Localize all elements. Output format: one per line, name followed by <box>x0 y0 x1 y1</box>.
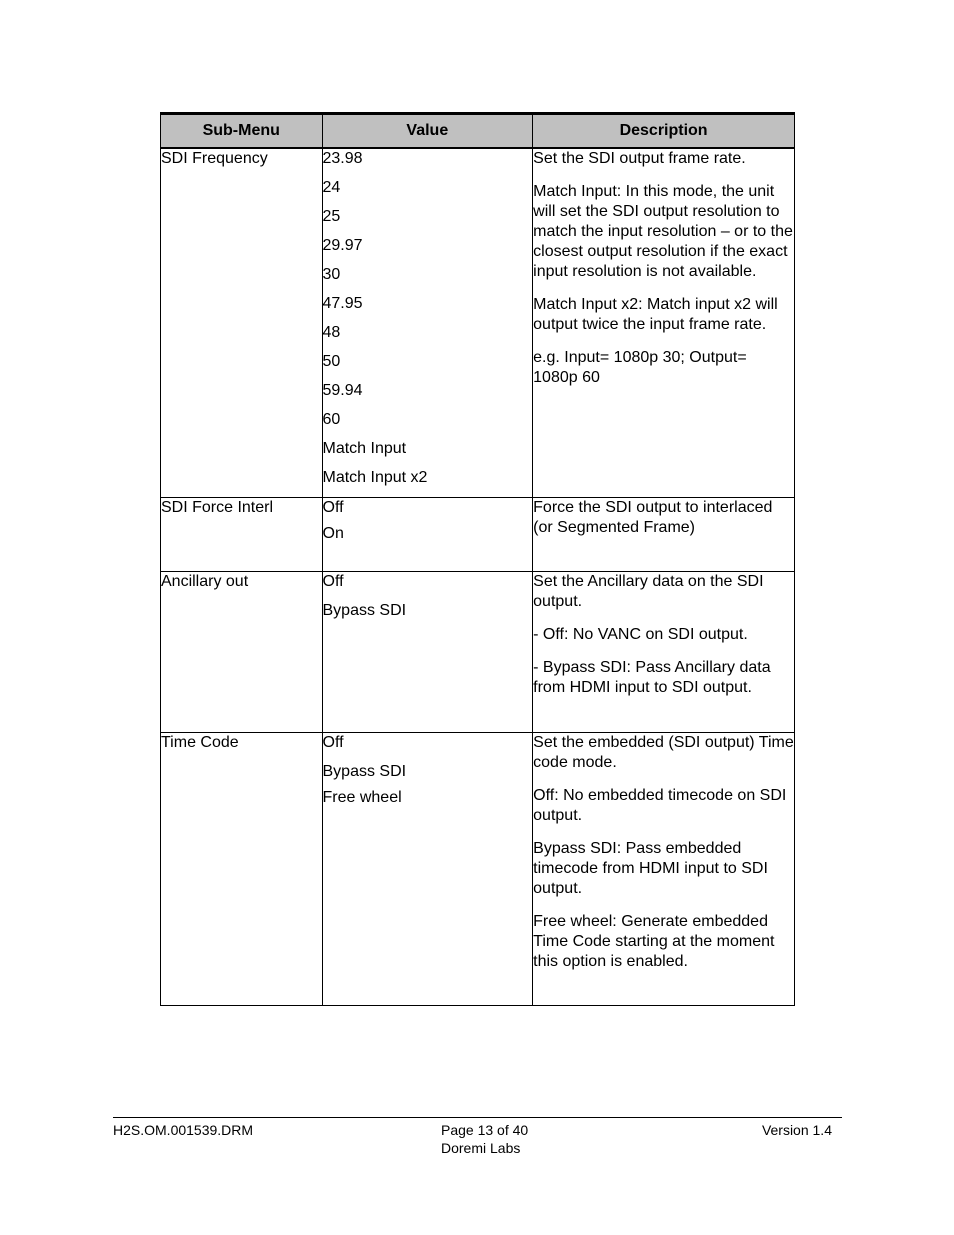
sub-menu-label: Time Code <box>161 733 239 751</box>
description-paragraph: Bypass SDI: Pass embedded timecode from HDMI input to SDI output. <box>533 839 768 897</box>
table-row <box>161 571 795 732</box>
footer-doc-id: H2S.OM.001539.DRM <box>113 1122 254 1138</box>
value-option: On <box>322 524 344 542</box>
footer-divider <box>113 1117 842 1118</box>
sub-menu-label: Ancillary out <box>161 572 249 590</box>
value-option: Match Input x2 <box>322 469 428 486</box>
value-option: 25 <box>322 208 341 225</box>
header-description: Description <box>533 114 795 149</box>
value-option: 30 <box>322 266 341 283</box>
description-cell <box>533 497 795 571</box>
sub-menu-cell <box>161 497 323 571</box>
sub-menu-label: SDI Frequency <box>161 150 268 167</box>
description-paragraph: Set the embedded (SDI output) Time code mode. <box>533 733 794 771</box>
value-option: 50 <box>322 353 341 370</box>
sub-menu-cell <box>161 732 323 1005</box>
value-cell <box>322 148 533 497</box>
value-option: 60 <box>322 411 341 428</box>
footer-center <box>441 1121 528 1157</box>
value-option: Bypass SDI <box>322 762 407 780</box>
sub-menu-cell <box>161 571 323 732</box>
value-option: 48 <box>322 324 341 341</box>
value-cell <box>322 497 533 571</box>
sub-menu-cell <box>161 148 323 497</box>
sub-menu-label: SDI Force Interl <box>161 498 274 516</box>
table-header-row <box>161 114 795 149</box>
value-option: Off <box>322 572 344 590</box>
description-cell <box>533 732 795 1005</box>
value-option: Match Input <box>322 440 407 457</box>
value-option: Off <box>322 733 344 751</box>
description-paragraph: Off: No embedded timecode on SDI output. <box>533 786 787 824</box>
value-option: 24 <box>322 179 341 196</box>
value-option: Bypass SDI <box>322 601 407 619</box>
table-row <box>161 732 795 1005</box>
description-cell <box>533 571 795 732</box>
description-cell <box>533 148 795 497</box>
footer-company: Doremi Labs <box>441 1140 521 1156</box>
description-paragraph: e.g. Input= 1080p 30; Output= 1080p 60 <box>533 349 747 386</box>
header-value: Value <box>322 114 533 149</box>
value-option: 29.97 <box>322 237 363 254</box>
value-option: 47.95 <box>322 295 363 312</box>
footer-page-number: Page 13 of 40 <box>441 1122 529 1138</box>
value-cell <box>322 571 533 732</box>
description-paragraph: Free wheel: Generate embedded Time Code starting at the moment this option is enabled. <box>533 912 775 970</box>
table-row <box>161 497 795 571</box>
description-paragraph: - Bypass SDI: Pass Ancillary data from HDMI input to SDI output. <box>533 658 771 696</box>
description-paragraph: Force the SDI output to interlaced (or Segmented Frame) <box>533 498 773 536</box>
value-option: Off <box>322 498 344 516</box>
description-paragraph: Set the SDI output frame rate. <box>533 150 746 167</box>
description-paragraph: Set the Ancillary data on the SDI output. <box>533 572 764 610</box>
footer-version: Version 1.4 <box>761 1122 832 1138</box>
description-paragraph: Match Input: In this mode, the unit will set the SDI output resolution to match the input resolution – or to the closest output resolution if the exact input resolution is not available. <box>533 183 793 280</box>
header-sub-menu: Sub-Menu <box>161 114 323 149</box>
value-option: 59.94 <box>322 382 363 399</box>
description-paragraph: - Off: No VANC on SDI output. <box>533 625 748 643</box>
description-paragraph: Match Input x2: Match input x2 will output twice the input frame rate. <box>533 296 778 333</box>
table-row <box>161 148 795 497</box>
value-option: 23.98 <box>322 150 363 167</box>
value-option: Free wheel <box>322 788 402 806</box>
settings-table <box>160 112 795 1006</box>
value-cell <box>322 732 533 1005</box>
